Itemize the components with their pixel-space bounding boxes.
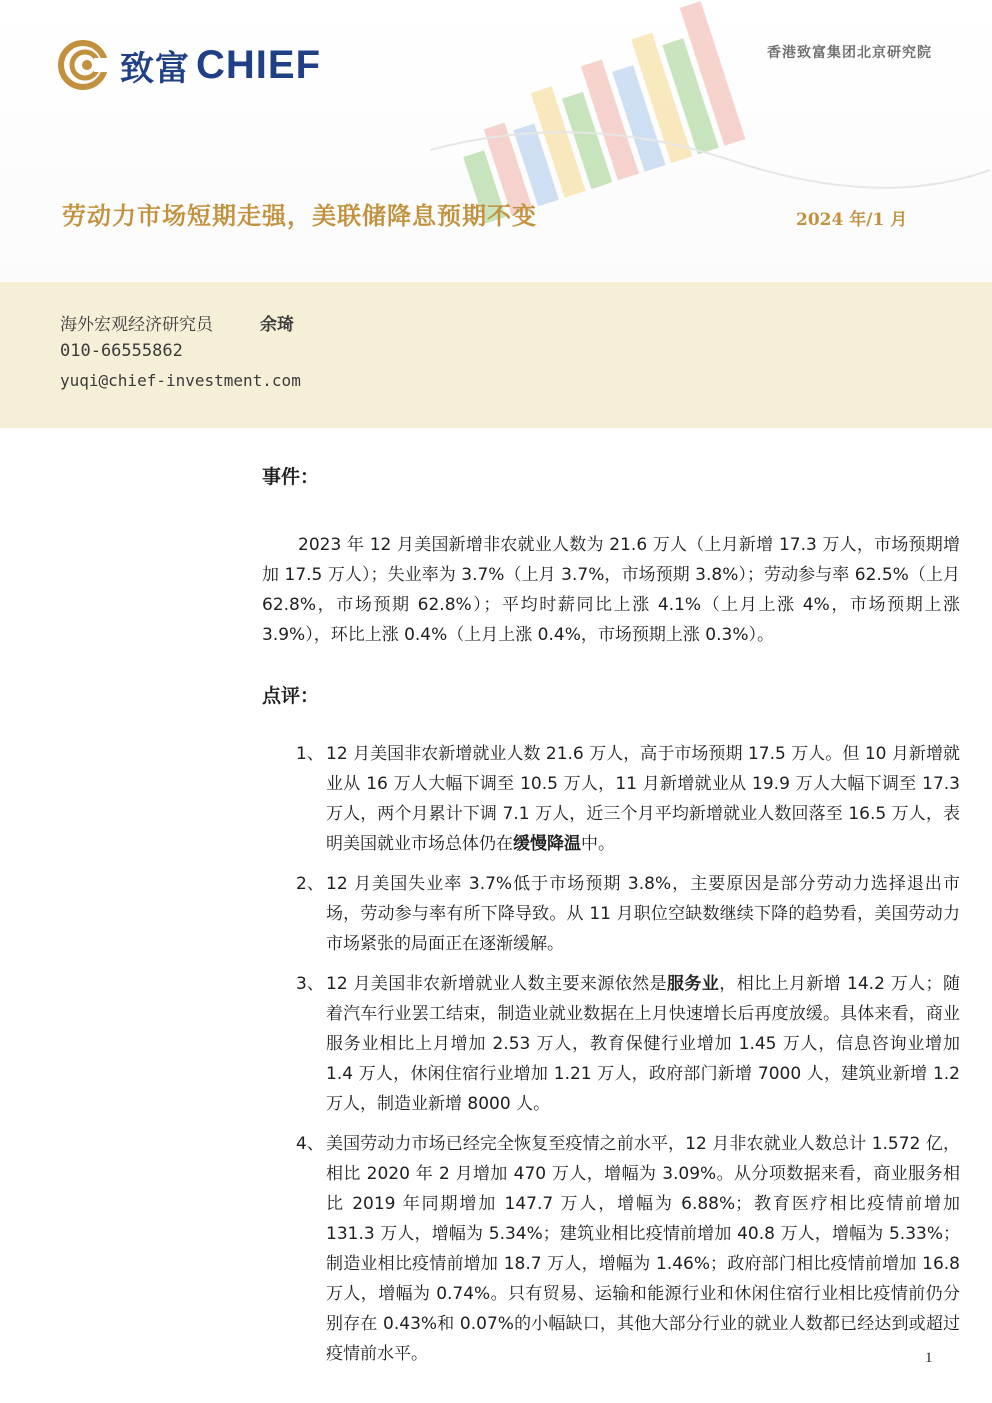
review-item-text: 美国劳动力市场已经完全恢复至疫情之前水平，12 月非农就业人数总计 1.572 亿，相比 2020 年 2 月增加 470 万人，增幅为 3.09%。从分项数据来看，商业服务相比 2019 年同期增加 147.7 万人，增幅为 6.88%；教育医疗相比疫情前增加 131.3 万人，增幅为 5.34%；建筑业相比疫情前增加 40.8 万人，增幅为 5.33%；制造业相比疫情前增加 18.7 万人，增幅为 1.46%；政府部门相比疫情前增加 16.8 万人，增幅为 0.74%。只有贸易、运输和能源行业和休闲住宿行业相比疫情前仍分别存在 0.43%和 0.07%的小幅缺口，其他大部分行业的就业人数都已经达到或超过疫情前水平。 xyxy=(326,1134,960,1364)
review-item-number: 1、 xyxy=(296,744,324,764)
review-item-number: 3、 xyxy=(296,974,324,994)
chief-logo-mark-icon xyxy=(58,40,110,90)
review-item-1 xyxy=(296,739,960,859)
review-item-text: 12 月美国非农新增就业人数 21.6 万人，高于市场预期 17.5 万人。但 10 月新增就业从 16 万人大幅下调至 10.5 万人，11 月新增就业从 19.9 万人大幅下调至 17.3 万人，两个月累计下调 7.1 万人，近三个月平均新增就业人数回落至 16.5 万人，表明美国就业市场总体仍在缓慢降温中。 xyxy=(326,744,960,854)
author-role: 海外宏观经济研究员 xyxy=(60,315,213,335)
report-title: 劳动力市场短期走强，美联储降息预期不变 xyxy=(62,201,537,230)
review-heading: 点评： xyxy=(262,685,320,707)
review-item-text: 12 月美国非农新增就业人数主要来源依然是服务业，相比上月新增 14.2 万人；随着汽车行业罢工结束，制造业就业数据在上月快速增长后再度放缓。具体来看，商业服务业相比上月增加 2.53 万人，教育保健行业增加 1.45 万人，信息咨询业增加 1.4 万人，休闲住宿行业增加 1.21 万人，政府部门新增 7000 人，建筑业新增 1.2 万人，制造业新增 8000 人。 xyxy=(326,974,960,1114)
author-name: 余琦 xyxy=(260,315,294,335)
review-item-4 xyxy=(296,1129,960,1369)
event-paragraph: 2023 年 12 月美国新增非农就业人数为 21.6 万人（上月新增 17.3 万人，市场预期增加 17.5 万人）；失业率为 3.7%（上月 3.7%，市场预期 3.8%）；劳动参与率 62.5%（上月 62.8%，市场预期 62.8%）；平均时薪同比上涨 4.1%（上月上涨 4%，市场预期上涨 3.9%），环比上涨 0.4%（上月上涨 0.4%，市场预期上涨 0.3%）。 xyxy=(262,535,960,645)
logo-chinese-text: 致富 xyxy=(120,48,190,89)
review-item-number: 4、 xyxy=(296,1134,324,1154)
page-number: 1 xyxy=(925,1350,933,1366)
report-date: 2024 年/1 月 xyxy=(796,210,908,230)
logo-english-text: CHIEF xyxy=(196,42,321,87)
review-item-number: 2、 xyxy=(296,874,324,894)
institute-name: 香港致富集团北京研究院 xyxy=(767,45,932,61)
author-email[interactable]: yuqi@chief-investment.com xyxy=(60,371,301,390)
report-header xyxy=(0,0,992,282)
report-body xyxy=(262,462,960,1369)
review-item-text: 12 月美国失业率 3.7%低于市场预期 3.8%，主要原因是部分劳动力选择退出市场，劳动参与率有所下降导致。从 11 月职位空缺数继续下降的趋势看，美国劳动力市场紧张的局面正在逐渐缓解。 xyxy=(326,874,960,954)
review-item-3 xyxy=(296,969,960,1119)
author-phone: 010-66555862 xyxy=(60,341,183,361)
event-heading: 事件： xyxy=(262,466,320,488)
chief-logo xyxy=(58,40,321,90)
review-item-2 xyxy=(296,869,960,959)
